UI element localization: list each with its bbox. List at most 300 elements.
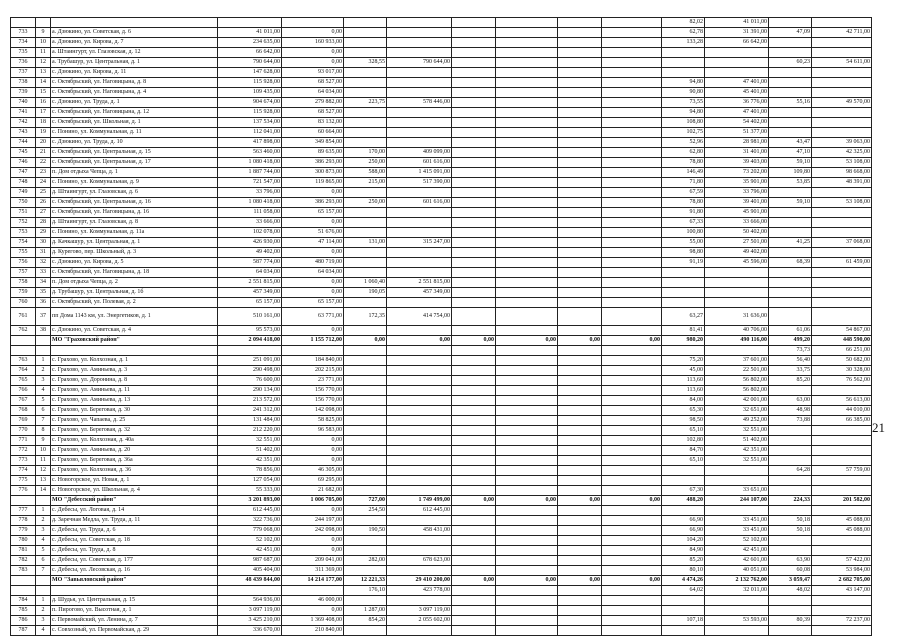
cell-area-f: 63,00 xyxy=(769,396,812,406)
cell-address: с. Грахово, ул. Аминьева, д. 13 xyxy=(51,396,218,406)
cell-address: с. Дзюкино, ул. Кирова, д. 11 xyxy=(51,68,218,78)
cell-cost-c xyxy=(496,596,558,606)
cell-total-cost: 115 928,00 xyxy=(218,108,282,118)
cell-area-b xyxy=(344,68,387,78)
cell-total-cost: 64 034,00 xyxy=(218,268,282,278)
cell-area-d: 0,00 xyxy=(558,336,602,346)
cell-area-e: 4 474,26 xyxy=(662,576,705,586)
cell-area-c xyxy=(452,436,496,446)
cell-row-number: 739 xyxy=(11,88,36,98)
cell-cost-e: 49 402,00 xyxy=(705,248,769,258)
cell-area-f: 47,09 xyxy=(769,28,812,38)
cell-area-c xyxy=(452,138,496,148)
cell-address: с. Октябрьский, ул. Наговицына, д. 4 xyxy=(51,88,218,98)
cell-area-d xyxy=(558,258,602,268)
cell-area-e: 78,80 xyxy=(662,198,705,208)
cell-total-cost: 78 856,00 xyxy=(218,466,282,476)
cell-area-e xyxy=(662,278,705,288)
cell-cost-f: 61 459,00 xyxy=(812,258,872,268)
cell-area-c xyxy=(452,386,496,396)
cell-area-f xyxy=(769,546,812,556)
cell-cost-d xyxy=(602,326,662,336)
cell-cost-f: 45 088,00 xyxy=(812,516,872,526)
cell-total-cost: 417 898,00 xyxy=(218,138,282,148)
cell-cost-e: 51 377,00 xyxy=(705,128,769,138)
cell-cost-f xyxy=(812,18,872,28)
cell-cost-f: 39 063,00 xyxy=(812,138,872,148)
cell-total-cost: 987 687,00 xyxy=(218,556,282,566)
cell-area-d xyxy=(558,88,602,98)
cell-area-c xyxy=(452,456,496,466)
cell-area-c xyxy=(452,616,496,626)
cell-cost-b xyxy=(387,128,452,138)
cell-area-d xyxy=(558,98,602,108)
cell-cost-a: 93 017,00 xyxy=(282,68,344,78)
cell-area-c xyxy=(452,596,496,606)
cell-area-f: 499,20 xyxy=(769,336,812,346)
cell-area-c xyxy=(452,148,496,158)
cell-cost-c xyxy=(496,366,558,376)
cell-area-d xyxy=(558,346,602,356)
cell-cost-e xyxy=(705,58,769,68)
table-row xyxy=(11,188,872,198)
cell-row-number: 764 xyxy=(11,366,36,376)
cell-cost-d xyxy=(602,278,662,288)
cell-area-d xyxy=(558,228,602,238)
cell-cost-b xyxy=(387,436,452,446)
cell-cost-f xyxy=(812,128,872,138)
table-row xyxy=(11,416,872,426)
cell-area-f xyxy=(769,128,812,138)
cell-cost-e: 66 642,00 xyxy=(705,38,769,48)
cell-cost-b xyxy=(387,536,452,546)
table-row xyxy=(11,546,872,556)
cell-cost-d xyxy=(602,228,662,238)
cell-area-b xyxy=(344,326,387,336)
cell-total-cost: 33 666,00 xyxy=(218,218,282,228)
cell-cost-b: 678 623,00 xyxy=(387,556,452,566)
cell-cost-d xyxy=(602,396,662,406)
cell-cost-a: 0,00 xyxy=(282,436,344,446)
cell-total-cost: 563 460,00 xyxy=(218,148,282,158)
cell-cost-c xyxy=(496,68,558,78)
cell-cost-b xyxy=(387,188,452,198)
cell-total-cost: 137 534,00 xyxy=(218,118,282,128)
cell-item-number xyxy=(36,18,51,28)
cell-area-c xyxy=(452,326,496,336)
cell-item-number: 1 xyxy=(36,596,51,606)
table-row xyxy=(11,258,872,268)
cell-area-d xyxy=(558,386,602,396)
cell-area-b: 250,00 xyxy=(344,198,387,208)
cell-cost-f xyxy=(812,188,872,198)
cell-address: с. Грахово, ул. Береговая, д. 36а xyxy=(51,456,218,466)
cell-area-f xyxy=(769,626,812,636)
cell-cost-b xyxy=(387,386,452,396)
cell-address: д. Штаингурт, ул. Глазовская, д. 6 xyxy=(51,188,218,198)
cell-cost-d xyxy=(602,188,662,198)
cell-item-number: 14 xyxy=(36,78,51,88)
cell-total-cost: 51 402,00 xyxy=(218,446,282,456)
table-row xyxy=(11,128,872,138)
cell-area-d xyxy=(558,546,602,556)
table-row xyxy=(11,516,872,526)
table-row xyxy=(11,476,872,486)
cell-item-number: 37 xyxy=(36,308,51,326)
cell-cost-c xyxy=(496,606,558,616)
cell-total-cost: 102 078,00 xyxy=(218,228,282,238)
cell-address: с. Новогорское, ул. Школьная, д. 4 xyxy=(51,486,218,496)
cell-area-d xyxy=(558,18,602,28)
cell-cost-a: 0,00 xyxy=(282,28,344,38)
cell-cost-b xyxy=(387,476,452,486)
cell-total-cost: 212 220,00 xyxy=(218,426,282,436)
cell-area-e: 75,20 xyxy=(662,356,705,366)
cell-area-c xyxy=(452,546,496,556)
cell-cost-b xyxy=(387,486,452,496)
cell-row-number: 780 xyxy=(11,536,36,546)
cell-cost-b xyxy=(387,326,452,336)
cell-area-e: 65,10 xyxy=(662,456,705,466)
cell-cost-b xyxy=(387,138,452,148)
cell-area-e: 98,50 xyxy=(662,416,705,426)
cell-cost-f: 53 984,00 xyxy=(812,566,872,576)
cell-area-c xyxy=(452,536,496,546)
cell-area-b xyxy=(344,346,387,356)
table-row xyxy=(11,158,872,168)
cell-cost-a: 142 098,00 xyxy=(282,406,344,416)
cell-cost-b xyxy=(387,48,452,58)
cell-address: а. Штаингурт, ул. Глазовская, д. 12 xyxy=(51,48,218,58)
cell-row-number: 759 xyxy=(11,288,36,298)
cell-address: МО "Дебесский район" xyxy=(51,496,218,506)
cell-total-cost: 1 080 418,00 xyxy=(218,158,282,168)
table-row xyxy=(11,456,872,466)
cell-cost-e: 45 401,00 xyxy=(705,88,769,98)
cell-cost-f: 37 068,00 xyxy=(812,238,872,248)
cell-total-cost: 322 736,00 xyxy=(218,516,282,526)
cell-area-e: 66,90 xyxy=(662,516,705,526)
cell-item-number: 24 xyxy=(36,178,51,188)
cell-cost-d xyxy=(602,526,662,536)
cell-cost-e: 37 601,00 xyxy=(705,356,769,366)
cell-item-number: 27 xyxy=(36,208,51,218)
cell-area-e: 90,80 xyxy=(662,88,705,98)
cell-cost-e xyxy=(705,298,769,308)
table-row xyxy=(11,238,872,248)
cell-area-d xyxy=(558,38,602,48)
cell-area-d xyxy=(558,68,602,78)
cell-cost-e: 244 107,00 xyxy=(705,496,769,506)
cell-cost-e xyxy=(705,68,769,78)
cell-cost-a: 0,00 xyxy=(282,446,344,456)
cell-address: с. Дзюкино, ул. Труда, д. 10 xyxy=(51,138,218,148)
cell-total-cost: 290 134,00 xyxy=(218,386,282,396)
cell-row-number: 750 xyxy=(11,198,36,208)
cell-area-b xyxy=(344,128,387,138)
cell-row-number: 779 xyxy=(11,526,36,536)
cell-area-c xyxy=(452,606,496,616)
cell-area-b: 176,10 xyxy=(344,586,387,596)
cell-area-e xyxy=(662,68,705,78)
cell-cost-f xyxy=(812,208,872,218)
cell-cost-a: 46 305,00 xyxy=(282,466,344,476)
table-row xyxy=(11,228,872,238)
cell-total-cost: 41 011,00 xyxy=(218,28,282,38)
cell-area-b: 727,00 xyxy=(344,496,387,506)
cell-area-c xyxy=(452,376,496,386)
cell-cost-c xyxy=(496,48,558,58)
cell-area-f xyxy=(769,118,812,128)
cell-area-f: 61,06 xyxy=(769,326,812,336)
cell-cost-c xyxy=(496,88,558,98)
table-row xyxy=(11,108,872,118)
cell-cost-b: 1 415 091,00 xyxy=(387,168,452,178)
table-row xyxy=(11,208,872,218)
cell-row-number: 776 xyxy=(11,486,36,496)
table-row xyxy=(11,278,872,288)
cell-cost-a: 386 293,00 xyxy=(282,198,344,208)
cell-address: с. Грахово, ул. Колхозная, д. 40а xyxy=(51,436,218,446)
cell-area-e: 98,80 xyxy=(662,248,705,258)
cell-cost-d xyxy=(602,118,662,128)
cell-area-d xyxy=(558,28,602,38)
cell-total-cost: 131 484,00 xyxy=(218,416,282,426)
cell-area-f xyxy=(769,228,812,238)
cell-cost-f: 53 108,00 xyxy=(812,198,872,208)
cell-cost-a xyxy=(282,346,344,356)
cell-item-number: 30 xyxy=(36,238,51,248)
cell-area-e: 91,80 xyxy=(662,208,705,218)
cell-cost-c xyxy=(496,108,558,118)
cell-cost-b xyxy=(387,18,452,28)
cell-area-e: 146,49 xyxy=(662,168,705,178)
cell-cost-c xyxy=(496,436,558,446)
cell-area-b xyxy=(344,416,387,426)
cell-cost-f: 54 867,00 xyxy=(812,326,872,336)
cell-area-b: 588,00 xyxy=(344,168,387,178)
cell-item-number: 17 xyxy=(36,108,51,118)
cell-row-number: 782 xyxy=(11,556,36,566)
cell-area-e: 104,20 xyxy=(662,536,705,546)
table-row xyxy=(11,356,872,366)
cell-cost-c xyxy=(496,278,558,288)
cell-total-cost xyxy=(218,346,282,356)
cell-area-b xyxy=(344,426,387,436)
cell-cost-c xyxy=(496,516,558,526)
cell-area-c xyxy=(452,158,496,168)
cell-area-b xyxy=(344,298,387,308)
cell-cost-f xyxy=(812,228,872,238)
cell-cost-b xyxy=(387,596,452,606)
cell-cost-e: 22 501,00 xyxy=(705,366,769,376)
cell-area-c xyxy=(452,346,496,356)
cell-total-cost: 234 635,00 xyxy=(218,38,282,48)
cell-item-number xyxy=(36,336,51,346)
cell-area-b: 1 060,40 xyxy=(344,278,387,288)
cell-total-cost: 33 796,00 xyxy=(218,188,282,198)
cell-cost-d xyxy=(602,88,662,98)
cell-cost-f: 56 613,00 xyxy=(812,396,872,406)
cell-item-number: 22 xyxy=(36,158,51,168)
cell-item-number: 38 xyxy=(36,326,51,336)
cell-cost-a: 0,00 xyxy=(282,248,344,258)
cell-area-e: 100,80 xyxy=(662,228,705,238)
cell-cost-d xyxy=(602,546,662,556)
cell-cost-c xyxy=(496,258,558,268)
cell-item-number: 11 xyxy=(36,48,51,58)
cell-area-c xyxy=(452,178,496,188)
cell-cost-f xyxy=(812,218,872,228)
cell-area-f: 3 059,47 xyxy=(769,576,812,586)
cell-row-number: 757 xyxy=(11,268,36,278)
cell-cost-a: 202 215,00 xyxy=(282,366,344,376)
cell-cost-c xyxy=(496,416,558,426)
document-table-area xyxy=(10,17,872,636)
cell-cost-d xyxy=(602,536,662,546)
cell-area-c xyxy=(452,58,496,68)
cell-cost-d xyxy=(602,466,662,476)
table-row xyxy=(11,138,872,148)
cell-cost-a: 242 098,00 xyxy=(282,526,344,536)
cell-cost-d xyxy=(602,258,662,268)
cell-cost-e xyxy=(705,606,769,616)
cell-address: п. Дом отдыха Чепца, д. 2 xyxy=(51,278,218,288)
cell-area-c xyxy=(452,168,496,178)
cell-cost-f: 66 385,00 xyxy=(812,416,872,426)
cell-address: с. Дебесы, ул. Логовая, д. 14 xyxy=(51,506,218,516)
cell-cost-e: 52 102,00 xyxy=(705,536,769,546)
cell-cost-c: 0,00 xyxy=(496,496,558,506)
cell-cost-b: 2 551 815,00 xyxy=(387,278,452,288)
cell-address: с. Октябрьский, ул. Наговицына, д. 16 xyxy=(51,208,218,218)
cell-total-cost: 48 439 844,00 xyxy=(218,576,282,586)
cell-total-cost: 3 097 119,00 xyxy=(218,606,282,616)
cell-row-number: 767 xyxy=(11,396,36,406)
table-row xyxy=(11,426,872,436)
cell-area-f xyxy=(769,288,812,298)
cell-area-d xyxy=(558,606,602,616)
cell-cost-e: 32 651,00 xyxy=(705,406,769,416)
cell-area-d xyxy=(558,278,602,288)
cell-total-cost: 3 425 210,00 xyxy=(218,616,282,626)
cell-cost-f xyxy=(812,48,872,58)
cell-address: д. Куреговo, пер. Школьный, д. 3 xyxy=(51,248,218,258)
cell-area-d xyxy=(558,108,602,118)
cell-area-d xyxy=(558,526,602,536)
cell-area-f xyxy=(769,218,812,228)
cell-item-number: 1 xyxy=(36,356,51,366)
cell-area-e: 52,96 xyxy=(662,138,705,148)
cell-address xyxy=(51,18,218,28)
cell-area-f: 60,23 xyxy=(769,58,812,68)
cell-area-e xyxy=(662,476,705,486)
cell-cost-d xyxy=(602,148,662,158)
cell-area-f: 60,08 xyxy=(769,566,812,576)
cell-address: а. Трубашур, ул. Центральная, д. 1 xyxy=(51,58,218,68)
cell-area-f xyxy=(769,486,812,496)
cell-cost-a: 480 719,00 xyxy=(282,258,344,268)
table-row xyxy=(11,68,872,78)
cell-cost-a: 0,00 xyxy=(282,278,344,288)
cell-cost-f xyxy=(812,476,872,486)
cell-area-d xyxy=(558,536,602,546)
cell-area-e: 63,27 xyxy=(662,308,705,326)
cell-cost-c xyxy=(496,208,558,218)
cell-area-e: 66,90 xyxy=(662,526,705,536)
cell-area-c xyxy=(452,566,496,576)
cell-cost-f xyxy=(812,386,872,396)
cell-area-d xyxy=(558,326,602,336)
cell-area-f xyxy=(769,476,812,486)
cell-cost-e xyxy=(705,466,769,476)
cell-area-d xyxy=(558,446,602,456)
cell-item-number: 20 xyxy=(36,138,51,148)
cell-area-b: 190,50 xyxy=(344,526,387,536)
cell-area-e: 73,55 xyxy=(662,98,705,108)
cell-cost-f xyxy=(812,288,872,298)
cell-cost-d xyxy=(602,268,662,278)
cell-cost-a: 0,00 xyxy=(282,536,344,546)
cell-area-b xyxy=(344,218,387,228)
cell-area-b xyxy=(344,486,387,496)
cell-cost-c xyxy=(496,486,558,496)
cell-address: с. Грахово, ул. Аминьева, д. 3 xyxy=(51,366,218,376)
cell-area-c xyxy=(452,356,496,366)
cell-cost-b: 409 099,00 xyxy=(387,148,452,158)
cell-area-c xyxy=(452,98,496,108)
cell-address: с. Дебесы, ул. Труда, д. 6 xyxy=(51,526,218,536)
cell-area-c xyxy=(452,108,496,118)
cell-area-f: 224,33 xyxy=(769,496,812,506)
cell-item-number: 3 xyxy=(36,526,51,536)
cell-cost-f: 76 562,00 xyxy=(812,376,872,386)
cell-cost-c: 0,00 xyxy=(496,336,558,346)
cell-area-e: 81,41 xyxy=(662,326,705,336)
cell-cost-d xyxy=(602,346,662,356)
table-row xyxy=(11,168,872,178)
cell-area-b xyxy=(344,118,387,128)
table-row xyxy=(11,268,872,278)
cell-area-e xyxy=(662,466,705,476)
cell-area-e: 67,30 xyxy=(662,486,705,496)
cell-cost-b xyxy=(387,566,452,576)
cell-cost-a: 89 635,00 xyxy=(282,148,344,158)
cell-area-c xyxy=(452,128,496,138)
cell-cost-f xyxy=(812,606,872,616)
cell-cost-c xyxy=(496,218,558,228)
cell-cost-f: 30 328,00 xyxy=(812,366,872,376)
cell-cost-d xyxy=(602,426,662,436)
cell-cost-c xyxy=(496,386,558,396)
data-table xyxy=(10,17,872,636)
cell-cost-e xyxy=(705,596,769,606)
table-row xyxy=(11,248,872,258)
cell-row-number xyxy=(11,18,36,28)
cell-area-e xyxy=(662,48,705,58)
cell-row-number: 737 xyxy=(11,68,36,78)
cell-cost-a xyxy=(282,586,344,596)
cell-address: с. Грахово, ул. Доронина, д. 8 xyxy=(51,376,218,386)
cell-area-f: 47,10 xyxy=(769,148,812,158)
cell-area-e: 45,00 xyxy=(662,366,705,376)
cell-address: с. Грахово, ул. Чапаева, д. 25 xyxy=(51,416,218,426)
cell-cost-a: 0,00 xyxy=(282,188,344,198)
cell-area-f: 53,85 xyxy=(769,178,812,188)
cell-area-b xyxy=(344,188,387,198)
cell-cost-d xyxy=(602,446,662,456)
table-row xyxy=(11,556,872,566)
